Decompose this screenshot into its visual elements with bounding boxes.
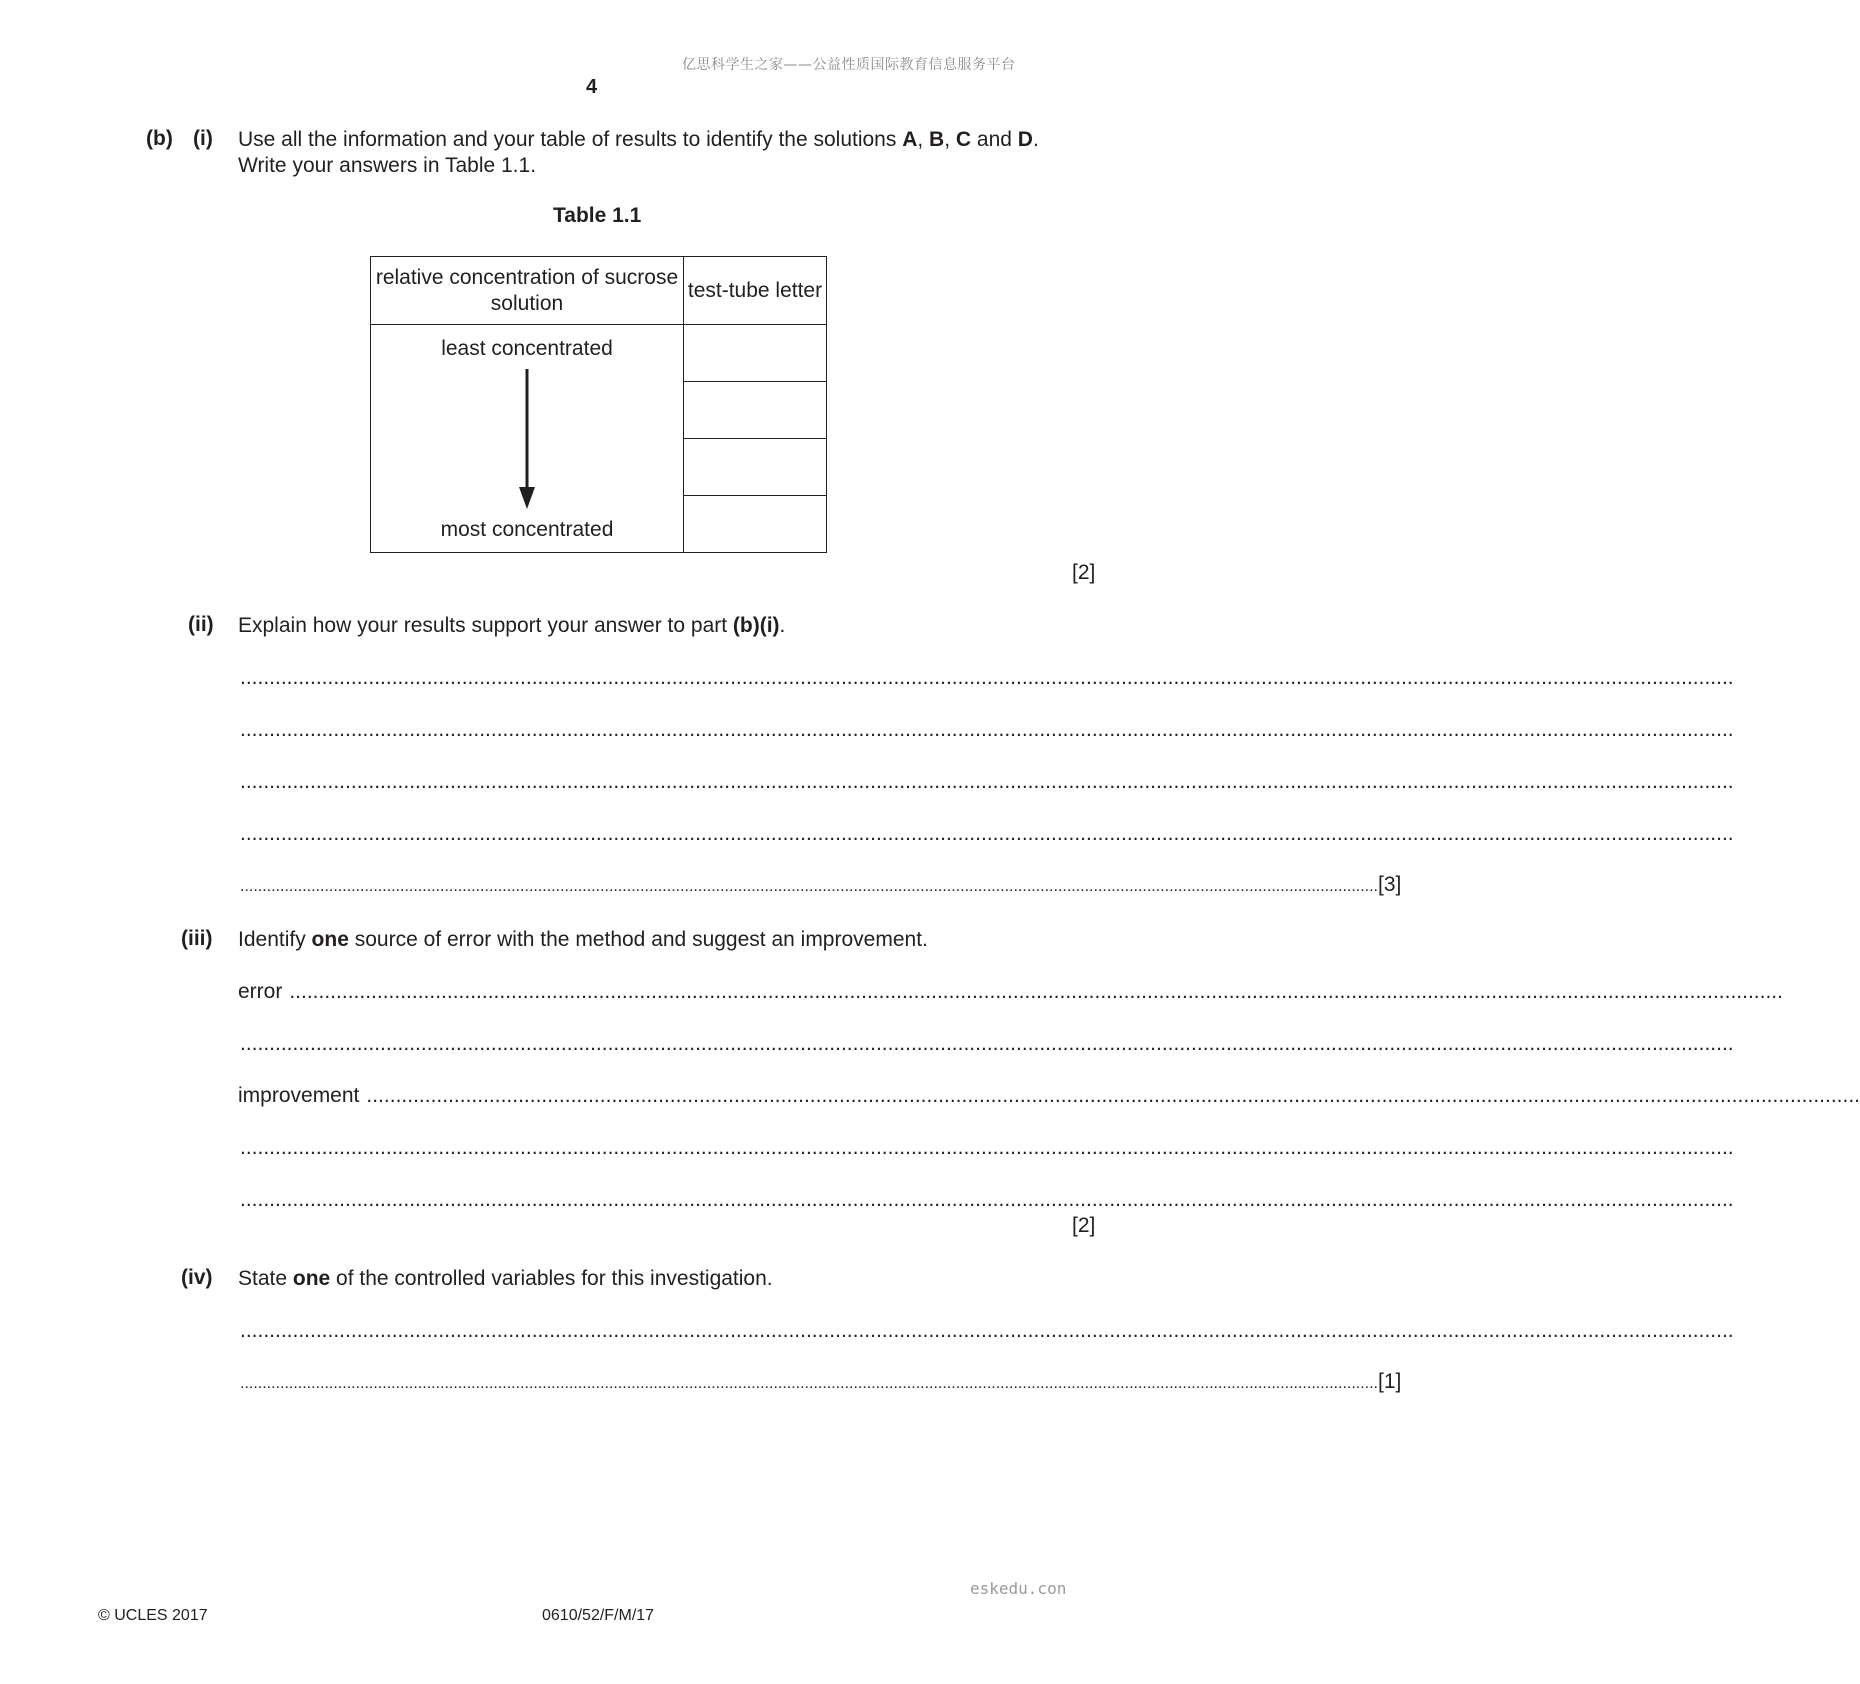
least-concentrated-label: least concentrated	[441, 337, 613, 360]
part-b-iv-label: (iv)	[181, 1266, 213, 1289]
answer-cell-1[interactable]	[684, 325, 827, 382]
answer-line[interactable]: ................................................................................................................................................................................................................................................................	[240, 1032, 1734, 1055]
copyright: © UCLES 2017	[98, 1607, 208, 1624]
answer-cell-3[interactable]	[684, 439, 827, 496]
part-b-i-label: (i)	[193, 127, 213, 150]
answer-line[interactable]: ................................................................................................................................................................................................................................................................	[240, 1136, 1734, 1159]
part-b-label: (b)	[146, 127, 173, 150]
concentration-scale-cell	[371, 325, 684, 553]
answer-line-final[interactable]	[240, 1370, 1402, 1394]
answer-line[interactable]: ................................................................................................................................................................................................................................................................	[240, 1319, 1734, 1342]
answer-line-dots: ................................................................................................................................................................................................................................................................	[366, 1084, 1860, 1107]
improvement-label: improvement	[238, 1084, 360, 1107]
answer-line[interactable]: ................................................................................................................................................................................................................................................................	[240, 1188, 1734, 1211]
answer-line[interactable]: ................................................................................................................................................................................................................................................................	[240, 718, 1734, 741]
question-b-ii-text: Explain how your results support your answer to part (b)(i).	[238, 614, 786, 637]
question-b-i-text: Use all the information and your table of results to identify the solutions A, B, C and D. Write your answers in Table 1.1.	[238, 128, 1039, 177]
table-caption: Table 1.1	[553, 204, 642, 227]
column-header-test-tube: test-tube letter	[684, 257, 827, 325]
answer-cell-4[interactable]	[684, 496, 827, 553]
answer-line[interactable]: ................................................................................................................................................................................................................................................................	[240, 666, 1734, 689]
question-b-iii-text: Identify one source of error with the method and suggest an improvement.	[238, 928, 928, 951]
error-answer-line[interactable]	[238, 979, 1783, 1005]
mark-b-iv: [1]	[1378, 1370, 1402, 1393]
watermark-header: 亿思科学生之家——公益性质国际教育信息服务平台	[682, 57, 1016, 73]
answer-line-final[interactable]	[240, 873, 1402, 897]
answer-line-dots: ................................................................................................................................................................................................................................................................	[240, 878, 1378, 895]
error-label: error	[238, 980, 283, 1003]
page-number: 4	[586, 76, 598, 98]
improvement-answer-line[interactable]	[238, 1083, 1860, 1109]
question-b-iv-text: State one of the controlled variables for this investigation.	[238, 1267, 773, 1290]
answer-line-dots: ................................................................................................................................................................................................................................................................	[289, 980, 1783, 1003]
mark-b-i: [2]	[1072, 561, 1096, 584]
results-table	[370, 256, 827, 553]
answer-line[interactable]: ................................................................................................................................................................................................................................................................	[240, 770, 1734, 793]
paper-code: 0610/52/F/M/17	[542, 1607, 655, 1624]
down-arrow-icon	[515, 369, 539, 509]
answer-cell-2[interactable]	[684, 382, 827, 439]
part-b-ii-label: (ii)	[188, 613, 214, 636]
watermark-footer: eskedu.con	[970, 1579, 1067, 1598]
mark-b-iii: [2]	[1072, 1214, 1096, 1237]
most-concentrated-label: most concentrated	[440, 518, 614, 541]
answer-line[interactable]: ................................................................................................................................................................................................................................................................	[240, 822, 1734, 845]
mark-b-ii: [3]	[1378, 873, 1402, 896]
answer-line-dots: ................................................................................................................................................................................................................................................................	[240, 1375, 1378, 1392]
column-header-concentration: relative concentration of sucrose solution	[371, 257, 684, 325]
part-b-iii-label: (iii)	[181, 927, 213, 950]
